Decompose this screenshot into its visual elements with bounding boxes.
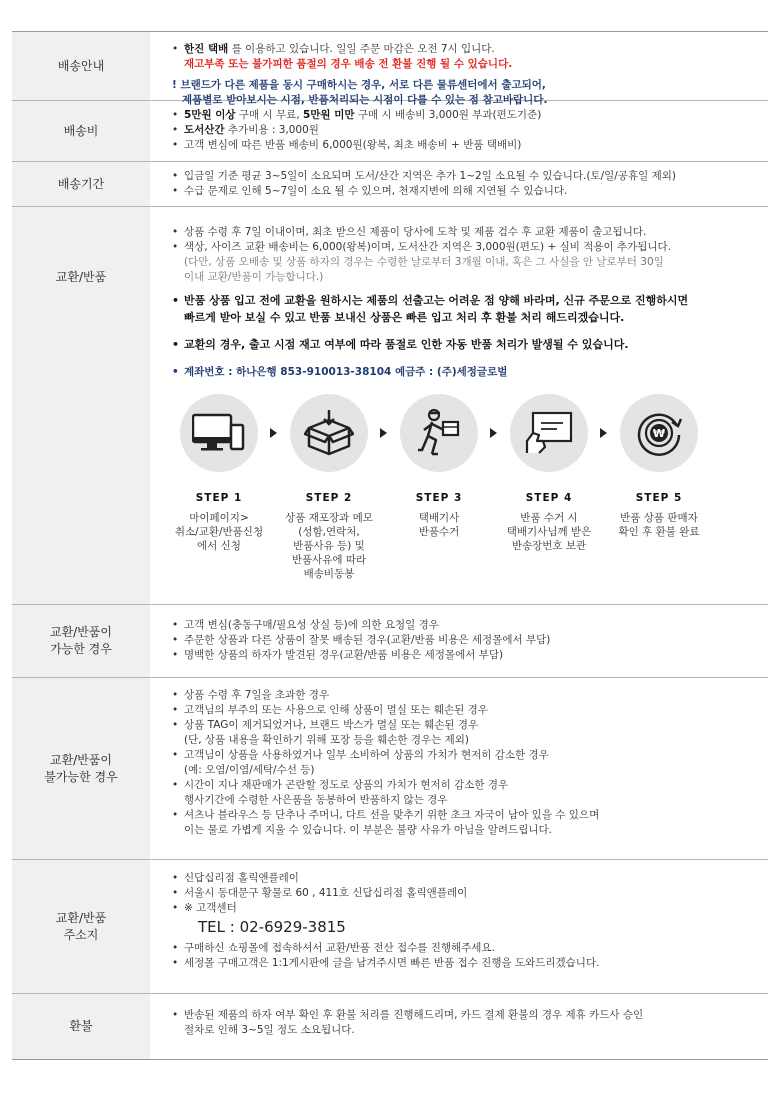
list-item (172, 255, 760, 270)
step-4 (494, 394, 604, 581)
list-text: 세정몰 구매고객은 1:1게시판에 글을 남겨주시면 빠른 반품 접수 진행을 도와드리겠습니다. (184, 957, 600, 969)
list-text: 고객님이 상품을 사용하였거나 일부 소비하여 상품의 가치가 현저히 감소한 경우 (184, 749, 549, 761)
notice-text: ! 브랜드가 다른 제품을 동시 구매하시는 경우, 서로 다른 물류센터에서 출고되어, (172, 79, 546, 91)
return-steps (164, 394, 760, 581)
list-text: 상품 수령 후 7일을 초과한 경우 (184, 689, 330, 701)
step-title: STEP 3 (415, 492, 463, 504)
list-text: (예: 오염/이염/세탁/수선 등) (184, 764, 315, 776)
list-item: • 반송된 제품의 하자 여부 확인 후 환불 처리를 진행해드리며, 카드 결제 환불의 경우 제휴 카드사 승인 (172, 1009, 644, 1021)
heading-text: 환불 (69, 1019, 93, 1033)
row-possible (12, 605, 768, 678)
svg-text:₩: ₩ (652, 427, 666, 440)
list-item: • ※ 고객센터 (172, 902, 237, 914)
list-item: • 색상, 사이즈 교환 배송비는 6,000(왕복)이며, 도서산간 지역은 3,000원(편도) + 실비 적용이 추가됩니다. (172, 241, 672, 253)
row-content (150, 207, 768, 604)
list-text: 수급 문제로 인해 5~7일이 소요 될 수 있으며, 천재지변에 의해 지연될 수 있습니다. (184, 185, 568, 197)
return-address: 서울시 동대문구 황물로 60 , 411호 신답십리점 홀릭앤플레이 (184, 887, 468, 899)
list-item: • 고객님이 상품을 사용하였거나 일부 소비하여 상품의 가치가 현저히 감소한 경우 (예: 오염/이염/세탁/수선 등) (172, 748, 760, 778)
heading-text: 가능한 경우 (50, 642, 112, 656)
step-title: STEP 5 (635, 492, 683, 504)
row-shipping-period (12, 162, 768, 207)
hand-document-icon (523, 411, 575, 455)
step-icon-circle (290, 394, 368, 472)
list-item: • 입금일 기준 평균 3~5일이 소요되며 도서/산간 지역은 추가 1~2일 소요될 수 있습니다.(토/일/공휴일 제외) (172, 170, 676, 182)
row-impossible (12, 678, 768, 860)
step-5 (604, 394, 714, 581)
row-address (12, 860, 768, 994)
list-item: • 세정몰 구매고객은 1:1게시판에 글을 남겨주시면 빠른 반품 접수 진행을 도와드리겠습니다. (172, 957, 600, 969)
list-item (172, 57, 760, 72)
heading-text: 배송비 (63, 123, 99, 138)
heading-text: 교환/반품이 (49, 752, 112, 767)
list-item (172, 93, 760, 108)
step-icon-circle (510, 394, 588, 472)
list-text: 고객 변심(충동구매/필요성 상실 등)에 의한 요청일 경우 (184, 619, 439, 631)
step-icon-circle (180, 394, 258, 472)
list-item: • 고객 변심(충동구매/필요성 상실 등)에 의한 요청일 경우 (172, 619, 439, 631)
courier-name: 한진 택배 (184, 43, 229, 55)
row-content (150, 994, 768, 1059)
row-content (150, 101, 768, 161)
step-icon-circle (400, 394, 478, 472)
list-text: 주문한 상품과 다른 상품이 잘못 배송된 경우(교환/반품 비용은 세정몰에서 부담) (184, 634, 551, 646)
step-desc-line: 반품수거 (418, 526, 460, 538)
list-item: • 수급 문제로 인해 5~7일이 소요 될 수 있으며, 천재지변에 의해 지연될 수 있습니다. (172, 185, 568, 197)
step-desc-line: 배송비동봉 (303, 568, 355, 580)
row-heading (12, 162, 150, 206)
list-text: 셔츠나 블라우스 등 단추나 주머니, 다트 선을 맞추기 위한 초크 자국이 남아 있을 수 있으며 (184, 809, 600, 821)
arrow-right-icon (270, 428, 277, 438)
courier-icon (416, 408, 462, 458)
row-refund (12, 994, 768, 1060)
step-icon-circle (620, 394, 698, 472)
list-text: 입금일 기준 평균 3~5일이 소요되며 도서/산간 지역은 추가 1~2일 소요될 수 있습니다.(토/일/공휴일 제외) (184, 170, 676, 182)
step-desc-line: 상품 재포장과 메모 (285, 512, 373, 524)
arrow-right-icon (490, 428, 497, 438)
list-item (172, 78, 760, 93)
step-title: STEP 2 (305, 492, 353, 504)
list-text: 시간이 지나 재판매가 곤란할 정도로 상품의 가치가 현저히 감소한 경우 (184, 779, 509, 791)
list-item: • 도서산간 추가비용 : 3,000원 (172, 124, 319, 136)
step-desc (604, 511, 714, 539)
list-item: • 신답십리점 홀릭앤플레이 (172, 872, 299, 884)
list-text: 색상, 사이즈 교환 배송비는 6,000(왕복)이며, 도서산간 지역은 3,000원(편도) + 실비 적용이 추가됩니다. (184, 241, 672, 253)
list-item: • 한진 택배 를 이용하고 있습니다. 일일 주문 마감은 오전 7시 입니다. (172, 43, 495, 55)
list-item: • 주문한 상품과 다른 상품이 잘못 배송된 경우(교환/반품 비용은 세정몰에서 부담) (172, 634, 551, 646)
list-item: • 반품 상품 입고 전에 교환을 원하시는 제품의 선출고는 어려운 점 양해 바라며, 신규 주문으로 진행하시면 (172, 294, 689, 307)
list-text: ※ 고객센터 (184, 902, 237, 914)
heading-text: 교환/반품이 (49, 625, 112, 639)
list-item: • 상품 수령 후 7일을 초과한 경우 (172, 689, 330, 701)
step-title: STEP 4 (525, 492, 573, 504)
row-exchange (12, 207, 768, 605)
step-2 (274, 394, 384, 581)
bank-account: 계좌번호 : 하나은행 853-910013-38104 예금주 : (주)세정글로벌 (184, 366, 508, 378)
list-text: 고객님의 부주의 또는 사용으로 인해 상품이 멸실 또는 훼손된 경우 (184, 704, 488, 716)
row-heading (12, 678, 150, 859)
arrow-right-icon (380, 428, 387, 438)
list-item: • 상품 수령 후 7일 이내이며, 최초 받으신 제품이 당사에 도착 및 제품 검수 후 교환 제품이 출고됩니다. (172, 226, 647, 238)
step-desc (384, 511, 494, 539)
list-item: • 시간이 지나 재판매가 곤란할 정도로 상품의 가치가 현저히 감소한 경우 행사기간에 수령한 사은품을 동봉하여 반품하지 않는 경우 (172, 778, 760, 808)
list-text: 명백한 상품의 하자가 발견된 경우(교환/반품 비용은 세정몰에서 부담) (184, 649, 504, 661)
list-item: • 고객 변심에 따른 반품 배송비 6,000원(왕복, 최초 배송비 + 반품 택배비) (172, 139, 522, 151)
list-item (172, 1023, 760, 1038)
list-text: 구매 시 배송비 3,000원 부과(편도기준) (354, 109, 542, 121)
heading-text: 주소지 (63, 927, 99, 942)
row-heading (12, 207, 150, 604)
row-heading (12, 101, 150, 161)
step-desc-line: (성함,연락처, (298, 526, 360, 538)
row-shipping-info (12, 32, 768, 106)
step-desc (164, 511, 274, 553)
step-desc-line: 택배기사 (418, 512, 460, 524)
list-item (172, 270, 760, 285)
list-text: 신답십리점 홀릭앤플레이 (184, 872, 299, 884)
row-content (150, 860, 768, 993)
list-item: • 상품 TAG이 제거되었거나, 브랜드 박스가 멸실 또는 훼손된 경우 (단, 상품 내용을 확인하기 위해 포장 등을 훼손한 경우는 제외) (172, 718, 760, 748)
list-text: 절차로 인해 3~5일 정도 소요됩니다. (184, 1024, 355, 1036)
list-item (172, 309, 760, 326)
step-desc-line: 반품사유 등) 및 (293, 540, 365, 552)
list-text: 5만원 미만 (302, 109, 355, 121)
step-desc (274, 511, 384, 581)
list-text: 상품 TAG이 제거되었거나, 브랜드 박스가 멸실 또는 훼손된 경우 (184, 719, 479, 731)
won-refund-icon (634, 408, 684, 458)
heading-text: 교환/반품 (55, 910, 107, 925)
notice-text: 제품별로 받아보시는 시점, 반품처리되는 시점이 다를 수 있는 점 참고바랍니다. (182, 94, 548, 106)
list-text: 이내 교환/반품이 가능합니다.) (184, 271, 324, 283)
row-content (150, 162, 768, 206)
list-text: 고객 변심에 따른 반품 배송비 6,000원(왕복, 최초 배송비 + 반품 택배비) (184, 139, 522, 151)
list-item: • 서울시 동대문구 황물로 60 , 411호 신답십리점 홀릭앤플레이 (172, 887, 468, 899)
step-desc-line: 반품 수거 시 (520, 512, 578, 524)
list-text: 반품 상품 입고 전에 교환을 원하시는 제품의 선출고는 어려운 점 양해 바라며, 신규 주문으로 진행하시면 (184, 294, 689, 307)
step-desc-line: 확인 후 환불 완료 (618, 526, 700, 538)
list-item: • 셔츠나 블라우스 등 단추나 주머니, 다트 선을 맞추기 위한 초크 자국이 남아 있을 수 있으며 이는 물로 가볍게 지울 수 있습니다. 이 부분은 불량 사유가 아님을 알려드립니다. (172, 808, 760, 838)
computer-phone-icon (192, 413, 246, 453)
customer-center-phone: TEL : 02-6929-3815 (198, 918, 346, 936)
row-heading (12, 994, 150, 1059)
heading-text: 배송안내 (57, 58, 105, 73)
step-desc-line: 반품사유에 따라 (291, 554, 367, 566)
list-text: 빠르게 받아 보실 수 있고 반품 보내신 상품은 빠른 입고 처리 후 환불 처리 해드리겠습니다. (184, 311, 625, 324)
row-content (150, 605, 768, 677)
list-text: 이는 물로 가볍게 지울 수 있습니다. 이 부분은 불량 사유가 아님을 알려드립니다. (184, 824, 552, 836)
row-heading (12, 32, 150, 100)
soldout-warning: 재고부족 또는 불가피한 품절의 경우 배송 전 환불 진행 될 수 있습니다. (184, 58, 513, 70)
step-3 (384, 394, 494, 581)
list-text: 상품 수령 후 7일 이내이며, 최초 받으신 제품이 당사에 도착 및 제품 검수 후 교환 제품이 출고됩니다. (184, 226, 647, 238)
step-desc (494, 511, 604, 553)
list-text: 교환의 경우, 출고 시점 재고 여부에 따라 품절로 인한 자동 반품 처리가 발생될 수 있습니다. (184, 338, 629, 351)
list-text: 구매 시 무료, (235, 109, 303, 121)
list-text: 도서산간 (184, 124, 225, 136)
heading-text: 교환/반품 (55, 270, 107, 284)
list-item: • 구매하신 쇼핑몰에 접속하셔서 교환/반품 전산 접수를 진행해주세요. (172, 942, 495, 954)
step-1 (164, 394, 274, 581)
list-item: • 계좌번호 : 하나은행 853-910013-38104 예금주 : (주)세정글로벌 (172, 366, 508, 378)
list-text: 구매하신 쇼핑몰에 접속하셔서 교환/반품 전산 접수를 진행해주세요. (184, 942, 495, 954)
list-text: 반송된 제품의 하자 여부 확인 후 환불 처리를 진행해드리며, 카드 결제 환불의 경우 제휴 카드사 승인 (184, 1009, 644, 1021)
row-shipping-fee (12, 101, 768, 162)
list-text: (단, 상품 내용을 확인하기 위해 포장 등을 훼손한 경우는 제외) (184, 734, 470, 746)
list-item: • 교환의 경우, 출고 시점 재고 여부에 따라 품절로 인한 자동 반품 처리가 발생될 수 있습니다. (172, 338, 629, 351)
list-text: 를 이용하고 있습니다. 일일 주문 마감은 오전 7시 입니다. (228, 43, 495, 55)
list-item: • 명백한 상품의 하자가 발견된 경우(교환/반품 비용은 세정몰에서 부담) (172, 649, 504, 661)
row-content (150, 678, 768, 859)
list-text: (다만, 상품 오배송 및 상품 하자의 경우는 수령한 날로부터 3개월 이내, 혹은 그 사실을 안 날로부터 30일 (184, 256, 664, 268)
step-title: STEP 1 (195, 492, 243, 504)
heading-text: 배송기간 (57, 176, 105, 191)
list-item: • 고객님의 부주의 또는 사용으로 인해 상품이 멸실 또는 훼손된 경우 (172, 704, 488, 716)
box-download-icon (304, 410, 354, 456)
row-heading (12, 605, 150, 677)
arrow-right-icon (600, 428, 607, 438)
heading-text: 불가능한 경우 (44, 769, 118, 784)
step-desc-line: 마이페이지> (189, 512, 249, 524)
list-text: 5만원 이상 (184, 109, 236, 121)
step-desc-line: 반송장번호 보관 (511, 540, 587, 552)
list-text: 추가비용 : 3,000원 (224, 124, 319, 136)
list-text: 행사기간에 수령한 사은품을 동봉하여 반품하지 않는 경우 (184, 794, 448, 806)
step-desc-line: 택배기사님께 받은 (506, 526, 592, 538)
policy-table (12, 31, 768, 1060)
list-item: • 5만원 이상 구매 시 무료, 5만원 미만 구매 시 배송비 3,000원 부과(편도기준) (172, 109, 542, 121)
row-heading (12, 860, 150, 993)
row-content (150, 32, 768, 106)
step-desc-line: 취소/교환/반품신청 (174, 526, 264, 538)
step-desc-line: 에서 신청 (197, 540, 241, 552)
step-desc-line: 반품 상품 판매자 (620, 512, 698, 524)
